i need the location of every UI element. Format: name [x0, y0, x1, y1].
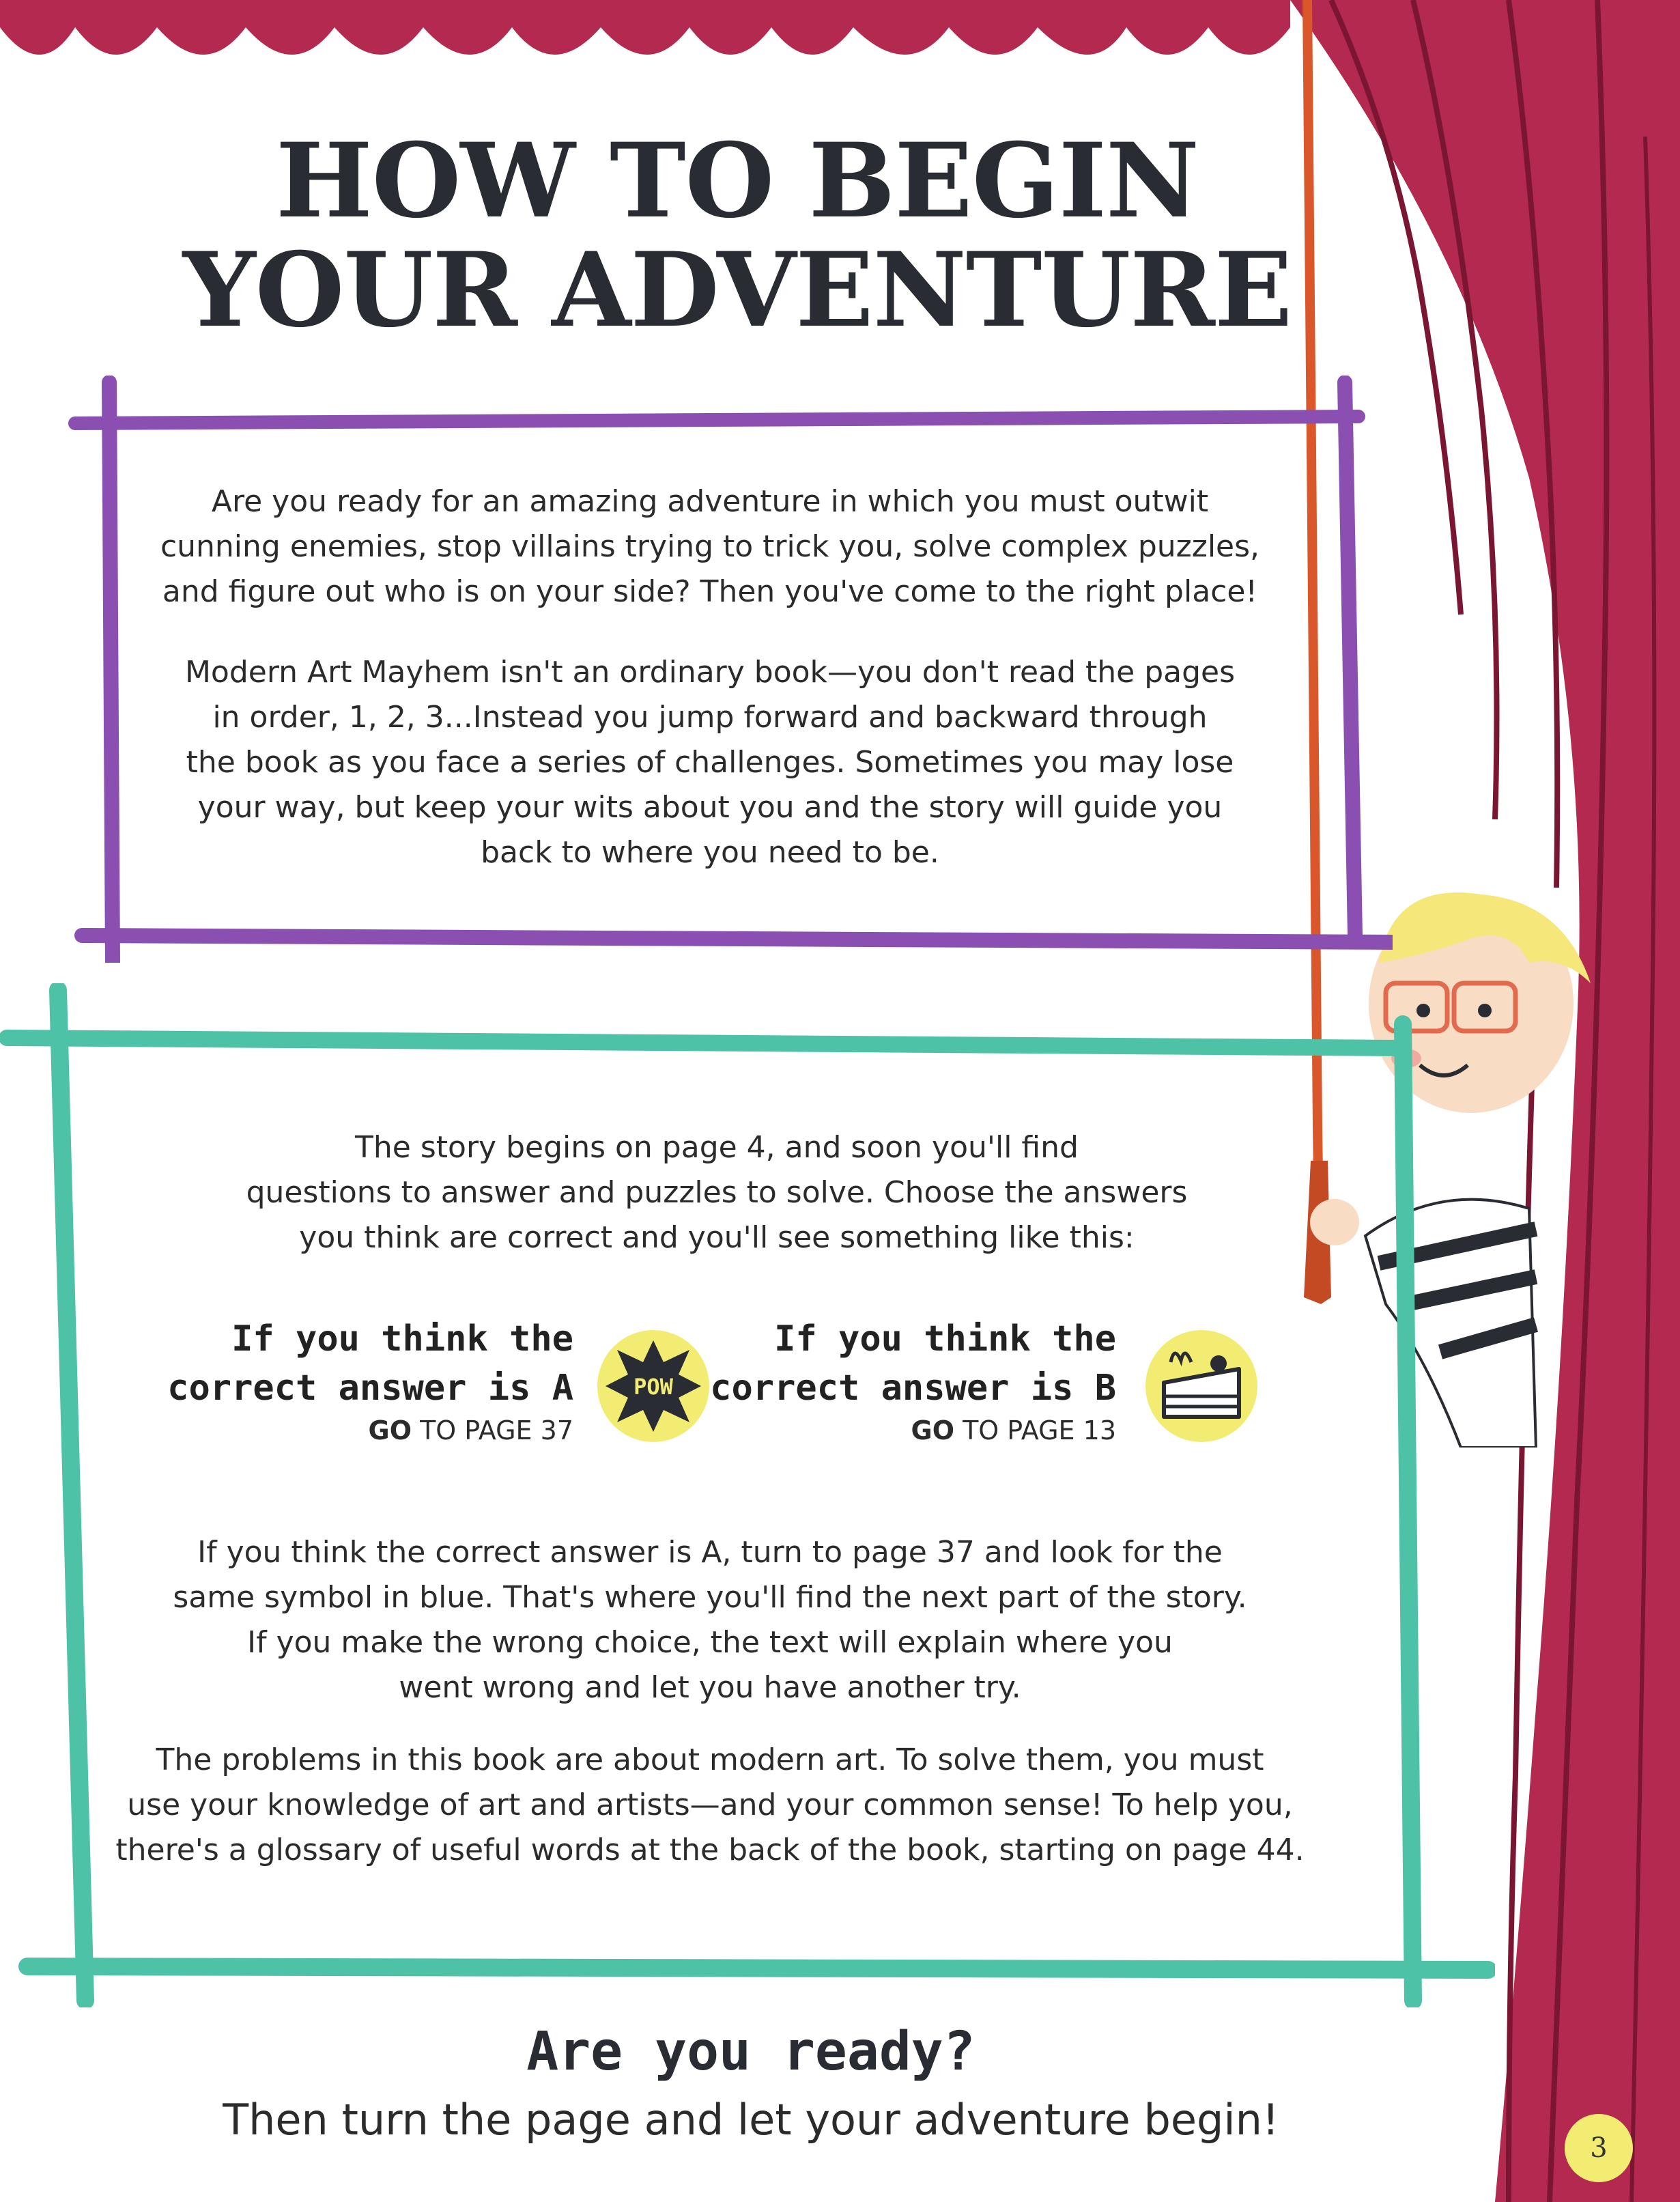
intro-paragraph-2: Modern Art Mayhem isn't an ordinary book—you don't read the pages in order, 1, 2, 3...Instead you jump forward and backward through the book as you face a series of challenges. Sometimes you may lose your way, but keep your wits about you and the story will guide you back to where you need to be.	[184, 655, 1236, 870]
choice-a-goto	[150, 1415, 573, 1445]
choice-a-go: GO	[368, 1415, 412, 1445]
cake-slice-icon	[1143, 1328, 1259, 1444]
choice-b-example	[693, 1314, 1116, 1445]
page-title	[130, 121, 1345, 350]
choice-b-page: TO PAGE 13	[963, 1415, 1116, 1445]
choice-b-go: GO	[911, 1415, 954, 1445]
pow-badge-text: POW	[633, 1374, 673, 1400]
title-line-2: YOUR ADVENTURE	[182, 230, 1292, 350]
curtain-valance	[0, 0, 1290, 79]
choice-a-line-1: If you think the	[231, 1318, 573, 1359]
choice-a-example	[150, 1314, 573, 1445]
title-line-1: HOW TO BEGIN	[275, 121, 1199, 241]
are-you-ready-heading: Are you ready?	[526, 2021, 976, 2083]
instructions-paragraph-3: The problems in this book are about modern art. To solve them, you must use your knowledge of art and artists—and your common sense! To help you, there's a glossary of useful words at the back of the book, starting on page 44.	[115, 1742, 1305, 1867]
choice-b-goto	[693, 1415, 1116, 1445]
choice-b-line-1: If you think the	[774, 1318, 1116, 1359]
instructions-paragraph-2: If you think the correct answer is A, turn to page 37 and look for the same symbol in blue. That's where you'll find the next part of the story. If you make the wrong choice, the text will explain where you went wrong and let you have another try.	[173, 1535, 1247, 1705]
choice-b-line-2: correct answer is B	[710, 1368, 1116, 1409]
instructions-paragraph-1: The story begins on page 4, and soon you'll find questions to answer and puzzles to solve. Choose the answers you think are correct and you'll see something like this:	[246, 1130, 1188, 1255]
closing-tagline: Then turn the page and let your adventure begin!	[223, 2095, 1279, 2145]
choice-a-line-2: correct answer is A	[167, 1368, 573, 1409]
page-number: 3	[1565, 2114, 1633, 2182]
intro-paragraph-1: Are you ready for an amazing adventure in which you must outwit cunning enemies, stop villains trying to trick you, solve complex puzzles, and figure out who is on your side? Then you've come to the right place!	[160, 484, 1260, 609]
choice-a-page: TO PAGE 37	[420, 1415, 573, 1445]
